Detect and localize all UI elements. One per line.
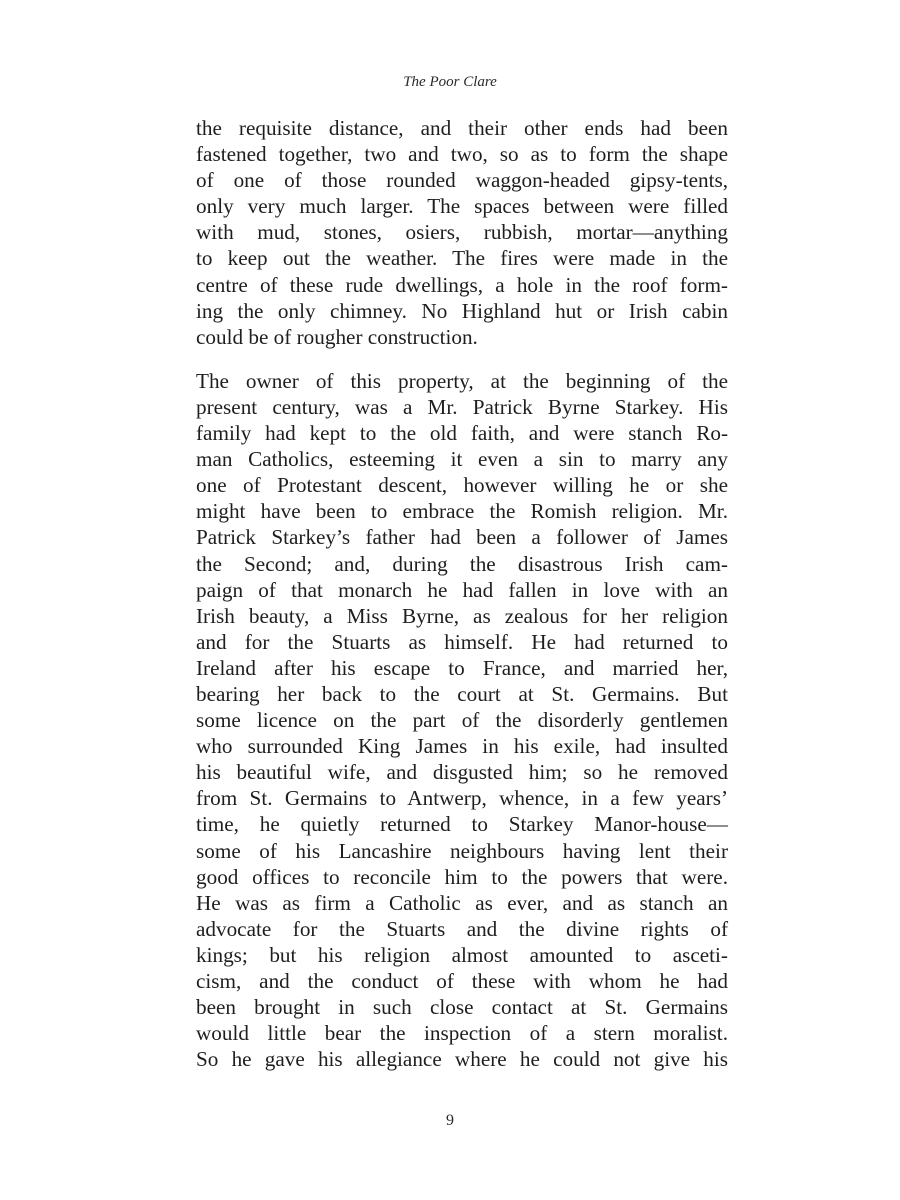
text-line: only very much larger. The spaces between were filled	[196, 194, 728, 219]
text-line: some of his Lancashire neighbours having lent their	[196, 838, 728, 863]
text-line: from St. Germains to Antwerp, whence, in a few years’	[196, 786, 728, 811]
running-header-title: The Poor Clare	[403, 74, 497, 90]
text-line: good offices to reconcile him to the powers that were.	[196, 864, 728, 889]
page-number: 9	[446, 1112, 454, 1129]
text-line: one of Protestant descent, however willing he or she	[196, 473, 728, 498]
paragraph-1	[196, 115, 728, 350]
text-line: who surrounded King James in his exile, had insulted	[196, 734, 728, 759]
text-line: would little bear the inspection of a stern moralist.	[196, 1021, 728, 1046]
text-line: some licence on the part of the disorderly gentlemen	[196, 708, 728, 733]
text-line: Patrick Starkey’s father had been a follower of James	[196, 525, 728, 550]
text-line: So he gave his allegiance where he could not give his	[196, 1047, 728, 1072]
text-line: his beautiful wife, and disgusted him; so he removed	[196, 760, 728, 785]
text-line: present century, was a Mr. Patrick Byrne Starkey. His	[196, 394, 728, 419]
text-line: The owner of this property, at the beginning of the	[196, 368, 728, 393]
text-line: ing the only chimney. No Highland hut or Irish cabin	[196, 298, 728, 323]
text-line: of one of those rounded waggon-headed gipsy-tents,	[196, 168, 728, 193]
text-line: Irish beauty, a Miss Byrne, as zealous for her religion	[196, 603, 728, 628]
text-line: been brought in such close contact at St. Germains	[196, 995, 728, 1020]
text-line: centre of these rude dwellings, a hole in the roof form-	[196, 272, 728, 297]
text-line: He was as firm a Catholic as ever, and as stanch an	[196, 890, 728, 915]
text-line: cism, and the conduct of these with whom he had	[196, 969, 728, 993]
text-line: fastened together, two and two, so as to form the shape	[196, 142, 728, 167]
paragraph-2	[196, 368, 728, 1073]
text-line: to keep out the weather. The fires were made in the	[196, 246, 728, 271]
text-line: family had kept to the old faith, and were stanch Ro-	[196, 421, 728, 446]
paragraph-spacer	[196, 350, 728, 368]
text-line: kings; but his religion almost amounted to asceti-	[196, 942, 728, 967]
text-line: the requisite distance, and their other ends had been	[196, 116, 728, 140]
text-line: bearing her back to the court at St. Germains. But	[196, 681, 728, 706]
text-line: Ireland after his escape to France, and married her,	[196, 655, 728, 680]
text-line: man Catholics, esteeming it even a sin to marry any	[196, 447, 728, 472]
text-line: time, he quietly returned to Starkey Manor-house—	[196, 812, 728, 837]
text-line: with mud, stones, osiers, rubbish, mortar—anything	[196, 220, 728, 245]
text-line: and for the Stuarts as himself. He had returned to	[196, 629, 728, 654]
text-line: advocate for the Stuarts and the divine rights of	[196, 916, 728, 941]
text-line: paign of that monarch he had fallen in love with an	[196, 577, 728, 602]
text-line: could be of rougher construction.	[196, 324, 478, 349]
text-line: the Second; and, during the disastrous Irish cam-	[196, 551, 728, 576]
text-line: might have been to embrace the Romish religion. Mr.	[196, 499, 728, 524]
body-text	[196, 115, 728, 1072]
